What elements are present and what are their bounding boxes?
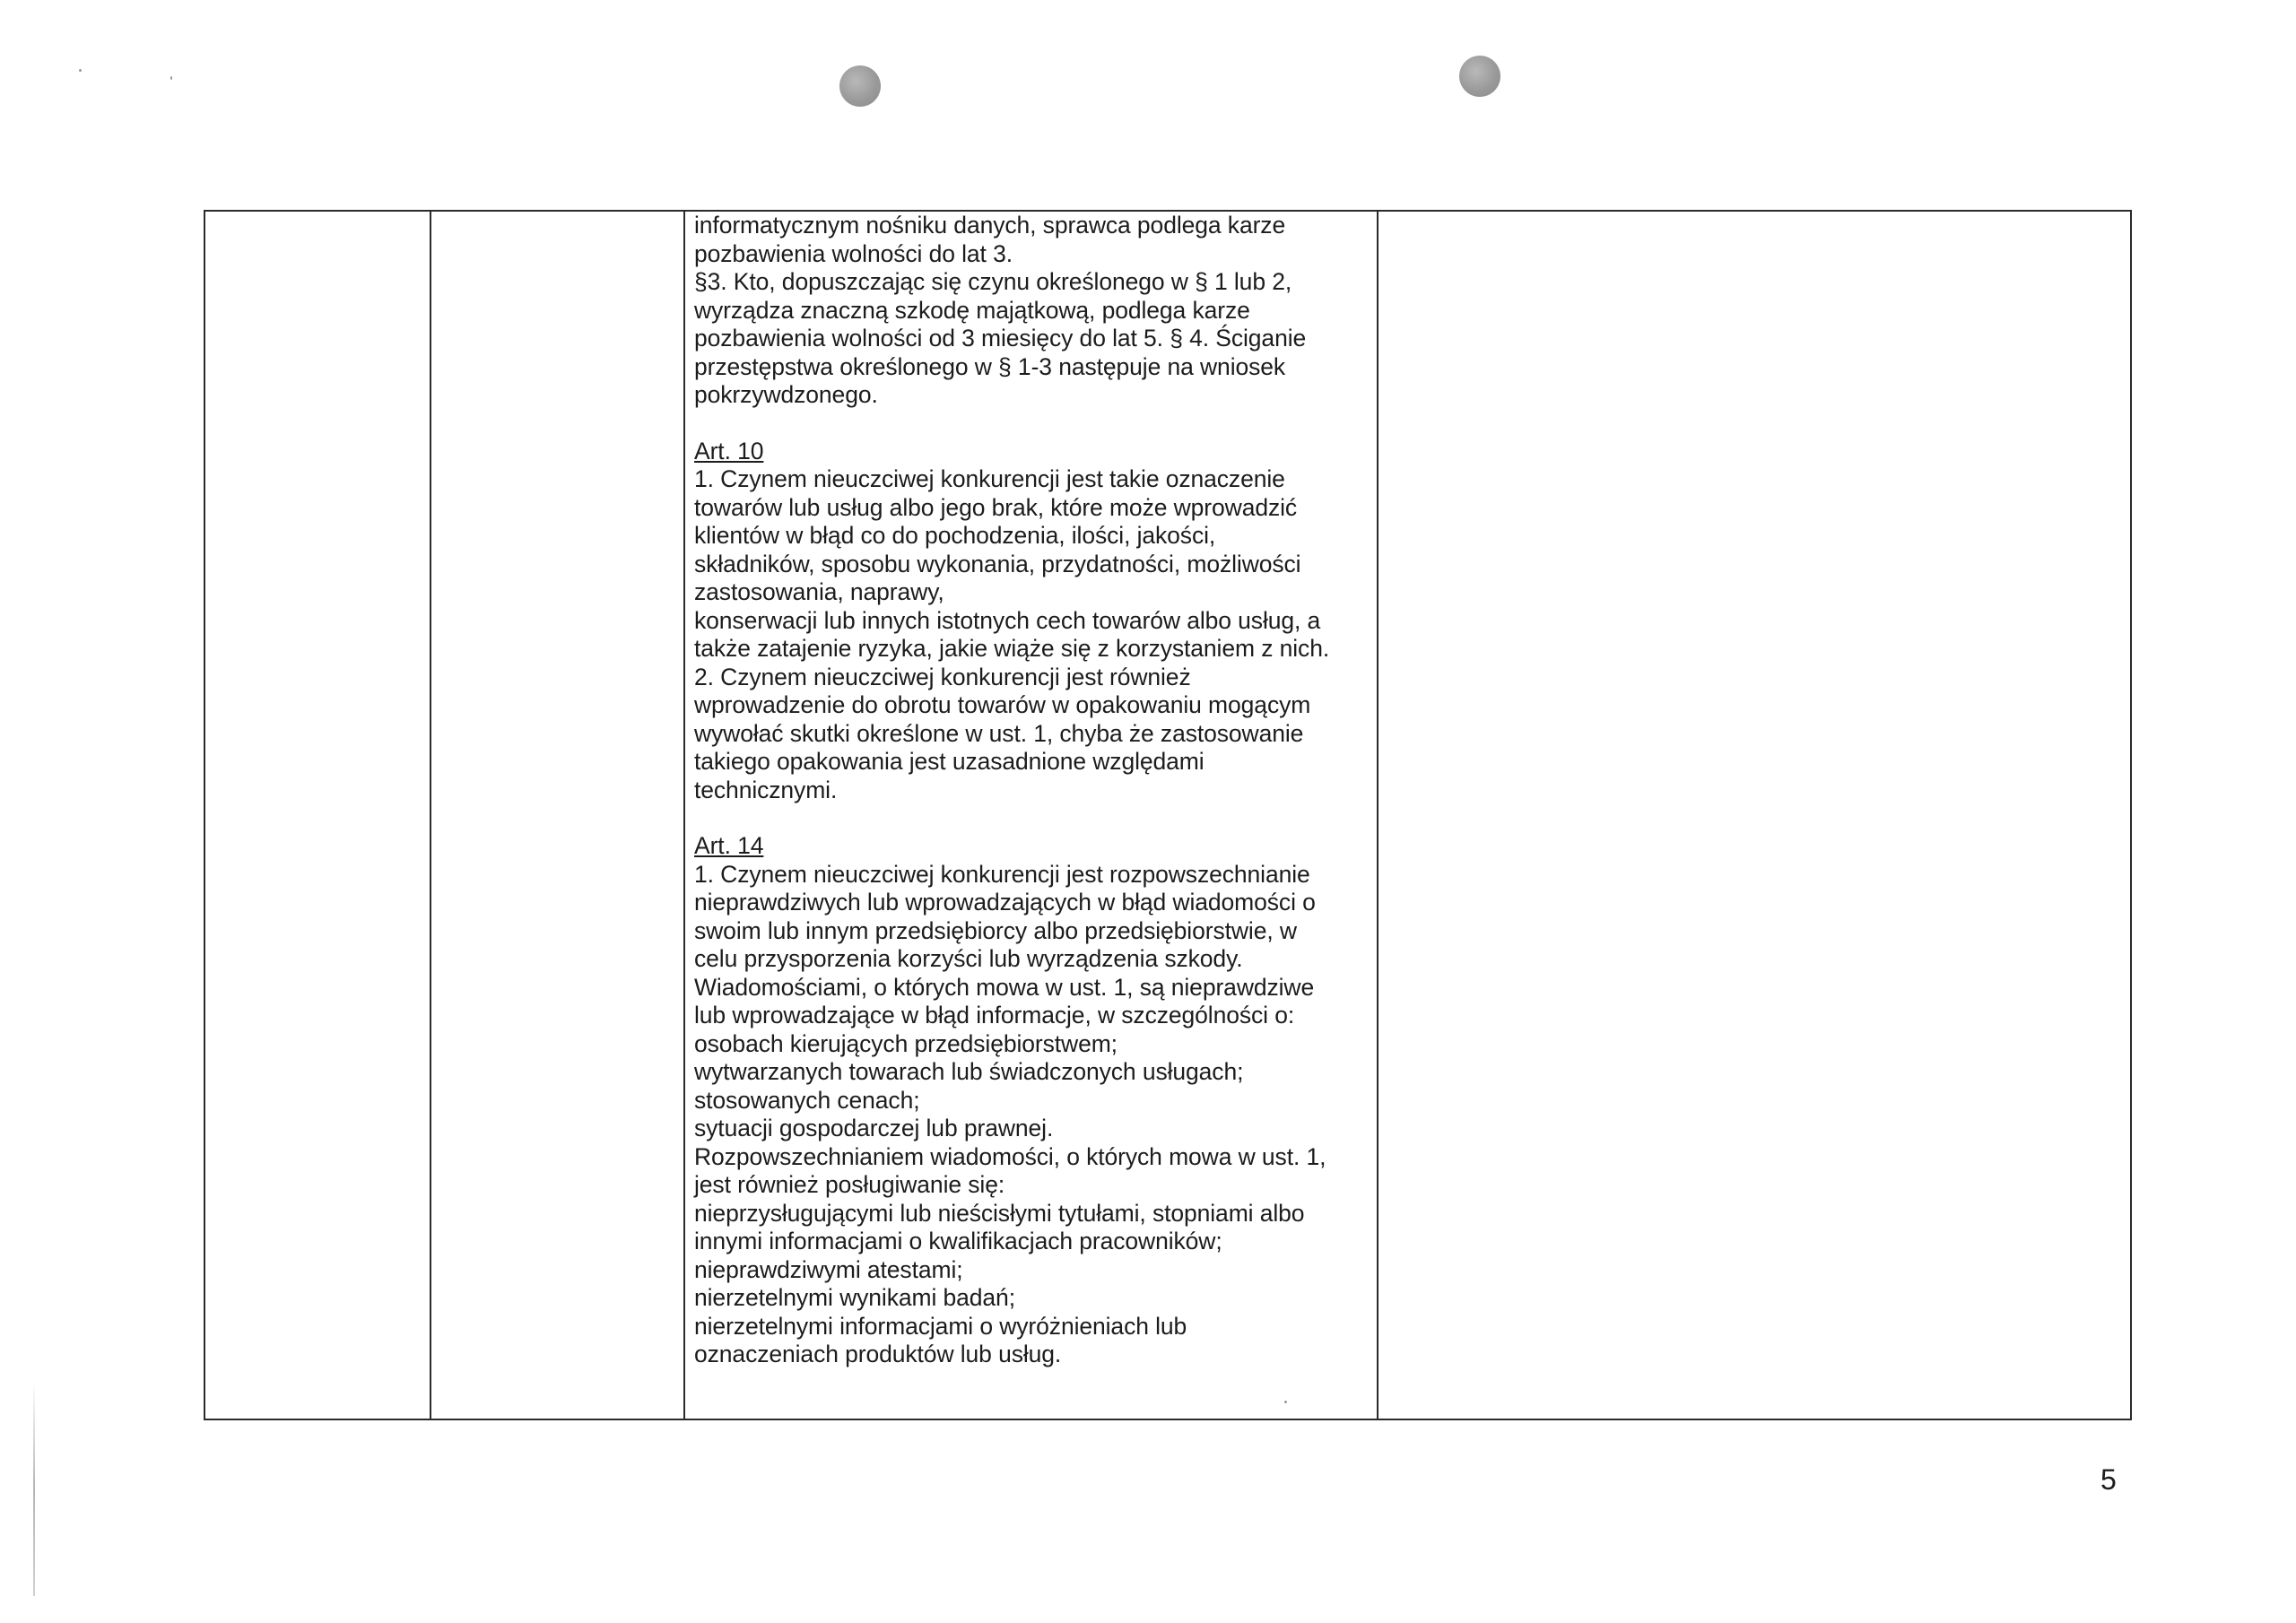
scan-speck [79,69,82,72]
punch-hole-right [1459,56,1500,97]
text-line: 2. Czynem nieuczciwej konkurencji jest również [694,663,1191,690]
text-line: pozbawienia wolności do lat 3. [694,239,1013,267]
text-line: wprowadzenie do obrotu towarów w opakowaniu mogącym [694,691,1311,718]
continuation-paragraph [694,212,1361,410]
article-10 [694,438,1361,805]
article-10-heading: Art. 10 [694,437,764,464]
text-line: klientów w błąd co do pochodzenia, ilości, jakości, [694,522,1216,549]
punch-hole-left [839,65,881,107]
text-line: nieprawdziwymi atestami; [694,1255,963,1283]
table-cell-empty-4 [1378,211,2131,1419]
text-line: konserwacji lub innych istotnych cech towarów albo usług, a [694,606,1321,634]
text-line: Rozpowszechnianiem wiadomości, o których mowa w ust. 1, [694,1142,1326,1170]
text-line: lub wprowadzające w błąd informacje, w szczególności o: [694,1002,1295,1028]
scan-speck [170,76,172,80]
text-line: celu przysporzenia korzyści lub wyrządzenia szkody. [694,945,1243,972]
text-line: pozbawienia wolności od 3 miesięcy do lat 5. § 4. Ściganie [694,325,1307,352]
text-line: jest również posługiwanie się: [694,1171,1005,1198]
text-line: 1. Czynem nieuczciwej konkurencji jest rozpowszechnianie [694,860,1310,888]
text-line: Wiadomościami, o których mowa w ust. 1, są nieprawdziwe [694,973,1315,1001]
text-line: przestępstwa określonego w § 1-3 następuje na wniosek [694,352,1286,380]
page-number: 5 [2100,1463,2117,1496]
text-line: nieprzysługującymi lub nieścisłymi tytułami, stopniami albo [694,1199,1305,1227]
text-line: zastosowania, naprawy, [694,578,944,605]
document-table [204,210,2132,1420]
table-cell-empty-1 [204,211,430,1419]
scan-edge-mark [33,1381,35,1596]
text-line: składników, sposobu wykonania, przydatności, możliwości [694,550,1301,577]
text-line: nieprawdziwych lub wprowadzających w błąd wiadomości o [694,889,1316,916]
text-line: towarów lub usług albo jego brak, które może wprowadzić [694,493,1298,521]
text-line: stosowanych cenach; [694,1086,920,1114]
text-line: takiego opakowania jest uzasadnione względami [694,748,1205,775]
text-line: wywołać skutki określone w ust. 1, chyba że zastosowanie [694,719,1304,747]
text-line: osobach kierujących przedsiębiorstwem; [694,1029,1118,1057]
text-line: także zatajenie ryzyka, jakie wiąże się z korzystaniem z nich. [694,635,1330,662]
text-line: oznaczeniach produktów lub usług. [694,1341,1062,1367]
article-14 [694,832,1361,1369]
table-row [204,211,2131,1419]
text-line: nierzetelnymi wynikami badań; [694,1284,1015,1311]
text-line: swoim lub innym przedsiębiorcy albo przedsiębiorstwie, w [694,916,1297,944]
text-line: innymi informacjami o kwalifikacjach pracowników; [694,1228,1222,1254]
table-cell-empty-2 [430,211,684,1419]
text-line: wyrządza znaczną szkodę majątkową, podlega karze [694,296,1250,324]
table-cell-legal-text [684,211,1378,1419]
article-14-heading: Art. 14 [694,832,764,859]
text-line: informatycznym nośniku danych, sprawca podlega karze [694,212,1286,239]
text-line: nierzetelnymi informacjami o wyróżnieniach lub [694,1312,1187,1340]
text-line: 1. Czynem nieuczciwej konkurencji jest takie oznaczenie [694,465,1285,492]
text-line: §3. Kto, dopuszczając się czynu określonego w § 1 lub 2, [694,268,1292,295]
text-line: sytuacji gospodarczej lub prawnej. [694,1115,1054,1141]
text-line: wytwarzanych towarach lub świadczonych usługach; [694,1058,1244,1085]
text-line: technicznymi. [694,776,838,803]
legal-text-block [685,212,1377,1369]
text-line: pokrzywdzonego. [694,381,878,408]
